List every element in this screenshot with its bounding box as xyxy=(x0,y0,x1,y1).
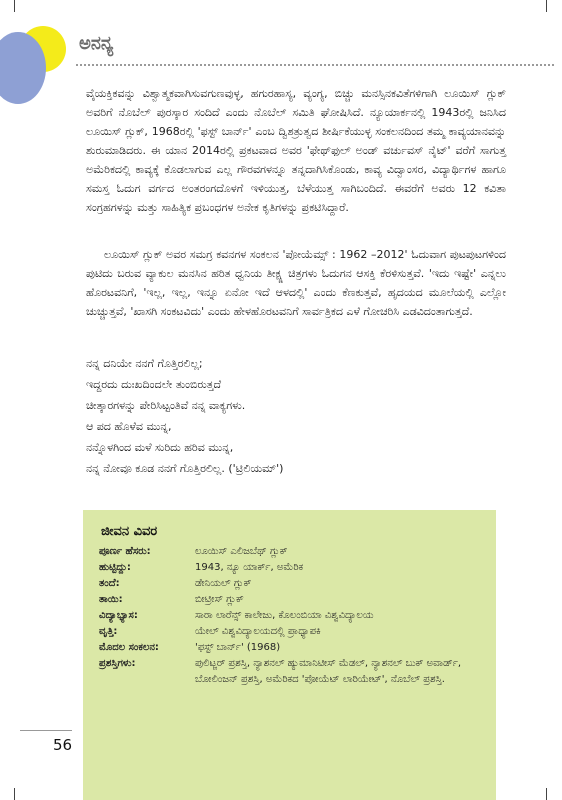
crop-mark xyxy=(14,0,15,12)
article-body-2 xyxy=(86,245,506,321)
article-body xyxy=(86,84,506,217)
poem-line: ನನ್ನ ನೋವೂ ಕೂಡ ನನಗೆ ಗೊತ್ತಿರಲಿಲ್ಲ. ('ಟ್ರಿಲಿಯಮ್') xyxy=(86,462,284,475)
crop-mark xyxy=(546,788,547,800)
poem-excerpt xyxy=(86,353,283,479)
bio-label: ವಿದ್ಯಾಭ್ಯಾಸ: xyxy=(99,610,138,621)
bio-value: ಪುಲಿಟ್ಜರ್ ಪ್ರಶಸ್ತಿ, ನ್ಯಾಶನಲ್ ಹ್ಯುಮಾನಿಟೀಸ್ ಮೆಡಲ್, ನ್ಯಾಶನಲ್ ಬುಕ್ ಅವಾರ್ಡ್, ಬೋಲಿಂಜನ್ ಪ್ರಶಸ್ತಿ, ಅಮೆರಿಕದ 'ಪೋಯೆಟ್ ಲಾರಿಯೇಟ್', ನೊಬೆಲ್ ಪ್ರಶಸ್ತಿ. xyxy=(195,658,462,685)
bio-row xyxy=(99,560,489,576)
bio-row xyxy=(99,576,489,592)
crop-mark xyxy=(14,788,15,800)
bio-value: 'ಫಸ್ಟ್ ಬಾರ್ನ್' (1968) xyxy=(195,642,281,653)
crop-mark xyxy=(546,0,547,12)
bio-panel xyxy=(83,510,496,800)
bio-title: ಜೀವನ ವಿವರ xyxy=(101,524,158,539)
poem-line: ನನ್ನ ದನಿಯೇ ನನಗೆ ಗೊತ್ತಿರಲಿಲ್ಲ; xyxy=(86,357,203,370)
bio-row xyxy=(99,640,489,656)
bio-value: ಬೀಟ್ರೀಸ್ ಗ್ಲುಕ್ xyxy=(195,594,244,605)
bio-label: ಪೂರ್ಣ ಹೆಸರು: xyxy=(99,546,151,557)
bio-label: ತಾಯಿ: xyxy=(99,594,123,605)
bio-row xyxy=(99,624,489,640)
bio-value: ಲೂಯಿಸ್ ಎಲಿಜಬೆಥ್ ಗ್ಲುಕ್ xyxy=(195,546,288,557)
bio-label: ತಂದೆ: xyxy=(99,578,120,589)
bio-row xyxy=(99,608,489,624)
bio-value: 1943, ನ್ಯೂ ಯಾರ್ಕ್, ಅಮೆರಿಕ xyxy=(195,562,304,573)
page-header-title: ಅನನ್ಯ xyxy=(79,33,114,54)
bio-value: ಡೇನಿಯಲ್ ಗ್ಲುಕ್ xyxy=(195,578,252,589)
bio-label: ಮೊದಲ ಸಂಕಲನ: xyxy=(99,642,159,653)
poem-line: ನನ್ನೊಳಗಿಂದ ಮಳೆ ಸುರಿದು ಹರಿವ ಮುನ್ನ, xyxy=(86,441,234,454)
bio-rows xyxy=(99,544,489,688)
bio-row xyxy=(99,592,489,608)
bio-row xyxy=(99,656,489,688)
header-divider xyxy=(76,64,554,66)
bio-value: ಸಾರಾ ಲಾರೆನ್ಸ್ ಕಾಲೇಜು, ಕೊಲಂಬಿಯಾ ವಿಶ್ವವಿದ್ಯಾಲಯ xyxy=(195,610,374,621)
bio-value: ಯೇಲ್ ವಿಶ್ವವಿದ್ಯಾಲಯದಲ್ಲಿ ಪ್ರಾಧ್ಯಾಪಕಿ xyxy=(195,626,321,637)
page-number-rule xyxy=(20,730,72,731)
bio-label: ಹುಟ್ಟಿದ್ದು: xyxy=(99,562,131,573)
poem-line: ಚೀತ್ಕಾರಗಳನ್ನು ಪೇರಿಸಿಟ್ಟಂತಿವೆ ನನ್ನ ವಾಕ್ಯಗಳು. xyxy=(86,399,246,412)
paragraph-2: ಲೂಯಿಸ್ ಗ್ಲುಕ್ ಅವರ ಸಮಗ್ರ ಕವನಗಳ ಸಂಕಲನ 'ಪೋಯೆಮ್ಸ್ : 1962 –2012' ಓದುವಾಗ ಪುಟಪುಟಗಳಿಂದ ಪುಟಿದು ಬರುವ ವ್ಯಾಕುಲ ಮನಸಿನ ಹರಿತ ಧ್ವನಿಯ ತೀಕ್ಷ್ಣ ಚಿತ್ರಗಳು ಓದುಗನ ಆಸಕ್ತಿ ಕೆರಳಿಸುತ್ತವೆ. 'ಇದು ಇಷ್ಟೇ' ಎನ್ನಲು ಹೊರಟವನಿಗೆ, 'ಇಲ್ಲ, ಇಲ್ಲ, ಇನ್ನೂ ಏನೋ ಇದೆ ಆಳದಲ್ಲಿ' ಎಂದು ಕೆಣಕುತ್ತವೆ, ಹೃದಯದ ಮೂಲೆಯಲ್ಲಿ ಎಲ್ಲೋ ಚುಚ್ಚುತ್ತವೆ, 'ಖಾಸಗಿ ಸಂಕಟವಿದು' ಎಂದು ಹೇಳಹೊರಟವನಿಗೆ ಸಾರ್ವತ್ರಿಕದ ಎಳೆ ಗೋಚರಿಸಿ ಎಡವಿದಂತಾಗುತ್ತದೆ. xyxy=(86,248,506,318)
bio-row xyxy=(99,544,489,560)
bio-label: ವೃತ್ತಿ: xyxy=(99,626,118,637)
bio-label: ಪ್ರಶಸ್ತಿಗಳು: xyxy=(99,658,136,669)
paragraph-1: ವೈಯಕ್ತಿಕವನ್ನು ವಿಶ್ವಾತ್ಮಕವಾಗಿಸುವಗುಣವುಳ್ಳ, ಹಗುರಹಾಸ್ಯ, ವ್ಯಂಗ್ಯ, ಬಿಚ್ಚು ಮನಸ್ಸಿನಕವಿತೆಗಳಿಗಾಗಿ ಲೂಯಿಸ್ ಗ್ಲುಕ್ ಅವರಿಗೆ ನೊಬೆಲ್ ಪುರಸ್ಕಾರ ಸಂದಿದೆ ಎಂದು ನೊಬೆಲ್ ಸಮಿತಿ ಘೋಷಿಸಿದೆ. ನ್ಯೂಯಾರ್ಕನಲ್ಲಿ 1943ರಲ್ಲಿ ಜನಿಸಿದ ಲೂಯಿಸ್ ಗ್ಲುಕ್, 1968ರಲ್ಲಿ 'ಫಸ್ಟ್ ಬಾರ್ನ್' ಎಂಬ ದ್ವಿಶತ್ರುತ್ವದ ಶೀರ್ಷಿಕೆಯುಳ್ಳ ಸಂಕಲನದಿಂದ ತಮ್ಮ ಕಾವ್ಯಯಾನವನ್ನು ಶುರುಮಾಡಿದರು. ಈ ಯಾನ 2014ರಲ್ಲಿ ಪ್ರಕಟವಾದ ಅವರ 'ಫೇಥ್‌ಫುಲ್ ಅಂಡ್ ವರ್ಚುವಸ್ ನೈಟ್' ವರೆಗೆ ಸಾಗುತ್ತ ಅಮೆರಿಕದಲ್ಲಿ ಕಾವ್ಯಕ್ಕೆ ಕೊಡಲಾಗುವ ಎಲ್ಲ ಗೌರವಗಳನ್ನೂ ತನ್ನದಾಗಿಸಿಕೊಂಡು, ಕಾವ್ಯ ವಿದ್ವಾಂಸರ, ವಿದ್ಯಾರ್ಥಿಗಳ ಹಾಗೂ ಸಮಸ್ತ ಓದುಗ ವರ್ಗದ ಅಂತರಂಗದೊಳಗೆ ಇಳಿಯುತ್ತ, ಬೆಳೆಯುತ್ತ ಸಾಗಿಬಂದಿದೆ. ಈವರೆಗೆ ಅವರು 12 ಕವಿತಾ ಸಂಗ್ರಹಗಳನ್ನು ಮತ್ತು ಸಾಹಿತ್ಯಿಕ ಪ್ರಬಂಧಗಳ ಅನೇಕ ಕೃತಿಗಳನ್ನು ಪ್ರಕಟಿಸಿದ್ದಾರೆ. xyxy=(86,87,506,214)
page-number: 56 xyxy=(53,736,73,754)
poem-line: ಆ ಪದ ಹೊಳೆವ ಮುನ್ನ, xyxy=(86,420,172,433)
poem-line: ಇದ್ದರದು ದುಃಖದಿಂದಲೇ ತುಂಬಿರುತ್ತದೆ xyxy=(86,378,222,391)
